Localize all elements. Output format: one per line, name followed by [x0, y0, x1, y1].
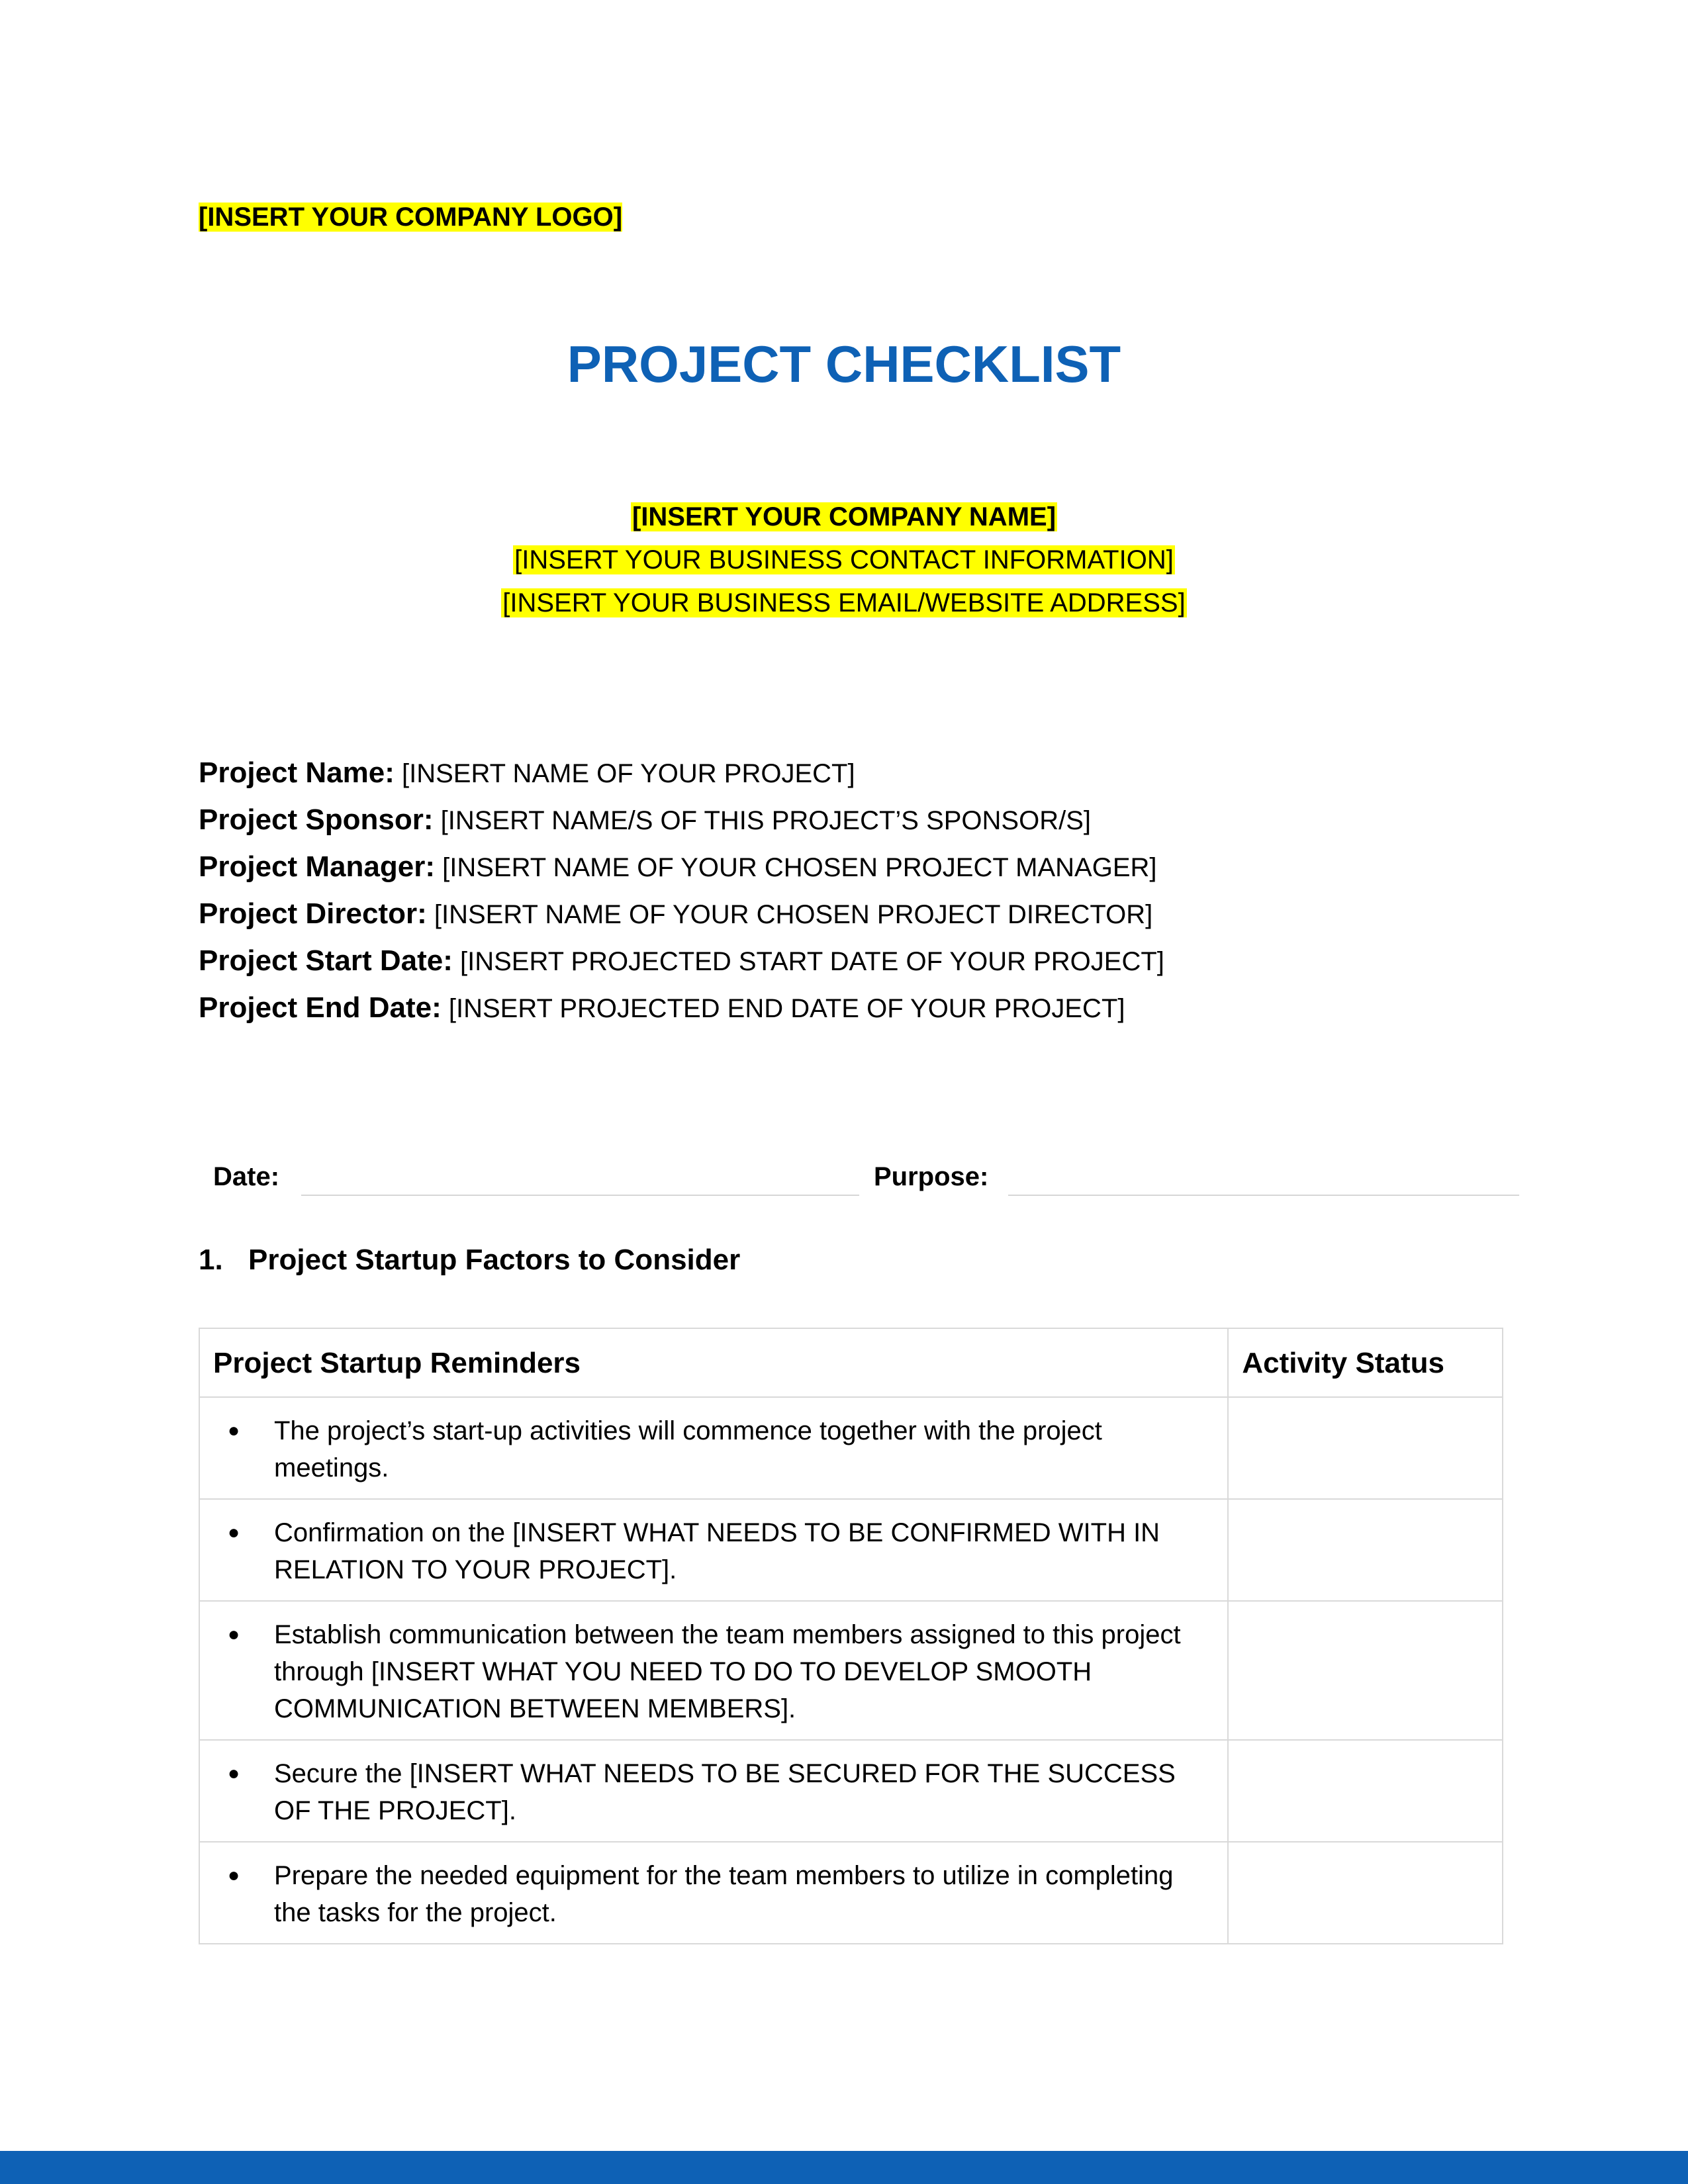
detail-value: [INSERT NAME OF YOUR PROJECT] — [394, 759, 855, 788]
email-website-line — [0, 582, 1688, 625]
reminder-text: Secure the [INSERT WHAT NEEDS TO BE SECURED FOR THE SUCCESS OF THE PROJECT]. — [274, 1759, 1176, 1825]
business-contact-info: [INSERT YOUR BUSINESS CONTACT INFORMATION] — [514, 545, 1174, 574]
document-title: PROJECT CHECKLIST — [567, 335, 1121, 393]
detail-label: Project Sponsor: — [199, 803, 434, 836]
detail-value: [INSERT PROJECTED START DATE OF YOUR PROJECT] — [452, 947, 1164, 976]
detail-project-end-date — [199, 985, 1164, 1032]
bullet-icon: ● — [228, 1420, 240, 1441]
company-logo-placeholder — [199, 199, 622, 236]
reminder-text: Prepare the needed equipment for the team members to utilize in completing the tasks for the project. — [274, 1861, 1174, 1927]
detail-value: [INSERT NAME OF YOUR CHOSEN PROJECT DIRECTOR] — [426, 900, 1153, 929]
list-item — [213, 1755, 1214, 1829]
project-details — [199, 750, 1164, 1032]
company-info-block — [0, 496, 1688, 625]
date-label: Date: — [213, 1162, 280, 1191]
footer-accent-bar — [0, 2151, 1688, 2184]
detail-value: [INSERT NAME/S OF THIS PROJECT’S SPONSOR/S] — [433, 806, 1092, 835]
business-email-website: [INSERT YOUR BUSINESS EMAIL/WEBSITE ADDRESS] — [502, 588, 1186, 617]
logo-placeholder-text: [INSERT YOUR COMPANY LOGO] — [199, 203, 623, 232]
detail-label: Project End Date: — [199, 991, 442, 1024]
table-row — [199, 1499, 1503, 1601]
detail-label: Project Start Date: — [199, 944, 453, 977]
contact-info-line — [0, 539, 1688, 582]
table-row — [199, 1397, 1503, 1499]
activity-status-cell[interactable] — [1228, 1397, 1503, 1499]
reminder-text: Establish communication between the team members assigned to this project through [INSERT WHAT YOU NEED TO DO TO DEVELOP SMOOTH COMMUNICATION BETWEEN MEMBERS]. — [274, 1620, 1181, 1723]
reminder-cell — [199, 1499, 1228, 1601]
table-row — [199, 1601, 1503, 1740]
reminder-cell — [199, 1601, 1228, 1740]
detail-project-director — [199, 891, 1164, 938]
section-title: Project Startup Factors to Consider — [248, 1244, 741, 1276]
detail-project-start-date — [199, 938, 1164, 985]
activity-status-cell[interactable] — [1228, 1842, 1503, 1944]
table-header-row — [199, 1328, 1503, 1397]
list-item — [213, 1857, 1214, 1931]
list-item — [213, 1616, 1214, 1727]
startup-reminders-table — [199, 1328, 1503, 1944]
reminder-cell — [199, 1397, 1228, 1499]
company-name-line — [0, 496, 1688, 539]
activity-status-cell[interactable] — [1228, 1499, 1503, 1601]
detail-label: Project Manager: — [199, 850, 435, 883]
detail-label: Project Name: — [199, 756, 395, 789]
detail-project-manager — [199, 844, 1164, 891]
reminder-text: Confirmation on the [INSERT WHAT NEEDS TO BE CONFIRMED WITH IN RELATION TO YOUR PROJECT]. — [274, 1518, 1160, 1584]
detail-label: Project Director: — [199, 897, 427, 930]
detail-value: [INSERT PROJECTED END DATE OF YOUR PROJECT] — [441, 994, 1125, 1023]
purpose-field[interactable] — [1008, 1195, 1519, 1196]
table-row — [199, 1842, 1503, 1944]
activity-status-cell[interactable] — [1228, 1601, 1503, 1740]
detail-value: [INSERT NAME OF YOUR CHOSEN PROJECT MANAGER] — [434, 853, 1157, 882]
activity-status-cell[interactable] — [1228, 1740, 1503, 1842]
column-header-reminders: Project Startup Reminders — [199, 1328, 1228, 1397]
company-name: [INSERT YOUR COMPANY NAME] — [632, 502, 1056, 531]
column-header-activity-status: Activity Status — [1228, 1328, 1503, 1397]
purpose-label: Purpose: — [874, 1162, 989, 1191]
table-row — [199, 1740, 1503, 1842]
section-heading — [199, 1240, 740, 1280]
bullet-icon: ● — [228, 1864, 240, 1886]
date-field[interactable] — [301, 1195, 859, 1196]
list-item — [213, 1412, 1214, 1486]
detail-project-sponsor — [199, 797, 1164, 844]
reminder-cell — [199, 1740, 1228, 1842]
bullet-icon: ● — [228, 1623, 240, 1645]
reminder-cell — [199, 1842, 1228, 1944]
bullet-icon: ● — [228, 1762, 240, 1784]
bullet-icon: ● — [228, 1522, 240, 1543]
reminder-text: The project’s start-up activities will commence together with the project meetings. — [274, 1416, 1102, 1482]
detail-project-name — [199, 750, 1164, 797]
section-number: 1. — [199, 1244, 223, 1276]
list-item — [213, 1514, 1214, 1588]
